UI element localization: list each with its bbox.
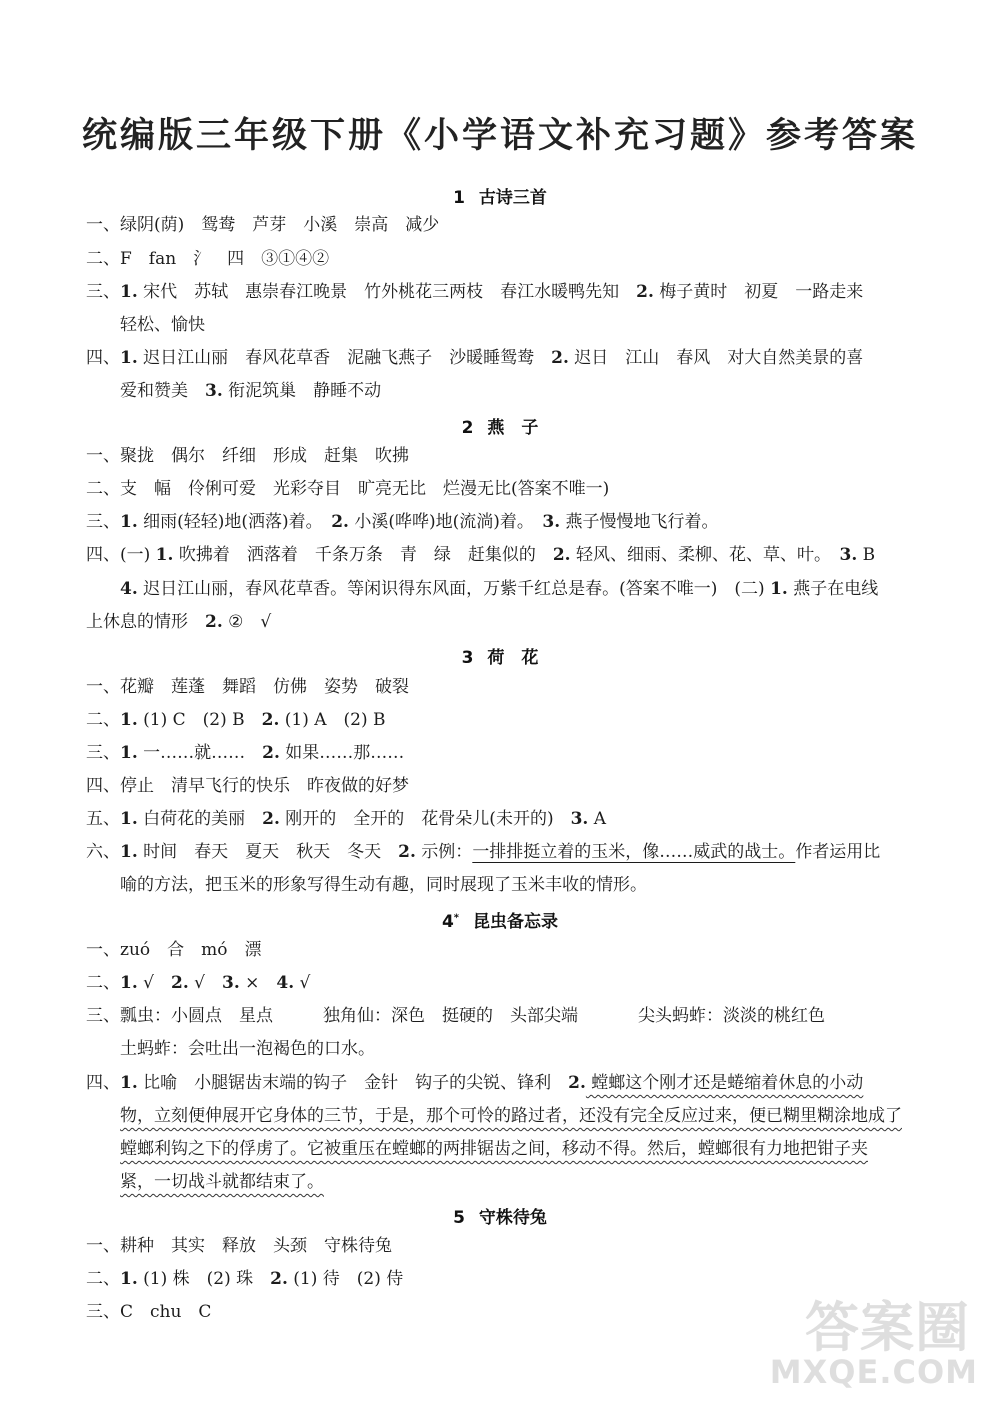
underlined-example: 一排排挺立着的玉米，像……威武的战士。: [472, 842, 796, 862]
section-heading: [0, 183, 1000, 208]
answer-line: 二、1. √ 2. √ 3. × 4. √: [86, 973, 311, 993]
answer-line: 一、耕种 其实 释放 头颈 守株待兔: [86, 1236, 392, 1256]
watermark-url: MXQE.COM: [769, 1353, 978, 1391]
section-number: 1: [453, 188, 465, 208]
section-heading: [0, 907, 1000, 932]
answer-line: 一、花瓣 莲蓬 舞蹈 仿佛 姿势 破裂: [86, 677, 409, 697]
answer-line: 三、1. 一……就…… 2. 如果……那……: [86, 743, 405, 763]
wavy-underlined-passage: 螳螂这个刚才还是蜷缩着休息的小动: [585, 1073, 864, 1093]
section-heading: [0, 413, 1000, 438]
watermark-logo: [769, 1281, 978, 1391]
section-heading: [0, 1203, 1000, 1228]
answer-line: 五、1. 白荷花的美丽 2. 刚开的 全开的 花骨朵儿(未开的) 3. A: [86, 809, 607, 829]
answer-line: 四、1. 迟日江山丽 春风花草香 泥融飞燕子 沙暖睡鸳鸯 2. 迟日 江山 春风 对大自然美景的喜: [86, 348, 864, 368]
section-number: 2: [461, 418, 474, 438]
answer-line: 喻的方法，把玉米的形象写得生动有趣，同时展现了玉米丰收的情形。: [120, 875, 647, 895]
section-number: 3: [461, 648, 474, 668]
answer-line: 轻松、愉快: [120, 315, 205, 335]
answer-line: 三、瓢虫：小圆点 星点 独角仙：深色 挺硬的 头部尖端 尖头蚂蚱：淡淡的桃红色: [86, 1006, 825, 1026]
section-heading: [0, 643, 1000, 668]
section-name: 荷 花: [487, 648, 539, 668]
answer-line: 土蚂蚱：会吐出一泡褐色的口水。: [120, 1039, 375, 1059]
answer-line: 二、F fan 氵 四 ③①④②: [86, 249, 330, 269]
answer-line: 物，立刻便伸展开它身体的三节，于是，那个可怜的路过者，还没有完全反应过来，便已糊里糊涂地成了: [120, 1106, 902, 1126]
section-name: 古诗三首: [478, 188, 547, 208]
section-name: 守株待兔: [478, 1208, 547, 1228]
section-name: 燕 子: [487, 418, 539, 438]
section-number: 5: [453, 1208, 465, 1228]
answer-line: 一、zuó 合 mó 漂: [86, 940, 262, 960]
section-name: 昆虫备忘录: [473, 912, 559, 932]
answer-line: 紧，一切战斗就都结束了。: [120, 1172, 324, 1192]
answer-line: 一、绿阴(荫) 鸳鸯 芦芽 小溪 崇高 减少: [86, 215, 440, 235]
answer-line: 三、1. 宋代 苏轼 惠崇春江晚景 竹外桃花三两枝 春江水暖鸭先知 2. 梅子黄时 初夏 一路走来: [86, 282, 864, 302]
page-title: 统编版三年级下册《小学语文补充习题》参考答案: [81, 115, 918, 156]
answer-line: 4. 迟日江山丽，春风花草香。等闲识得东风面，万紫千红总是春。(答案不唯一) (二) 1. 燕子在电线: [120, 579, 879, 599]
answer-line: 六、1. 时间 春天 夏天 秋天 冬天 2. 示例：一排排挺立着的玉米，像……威武的战士。作者运用比: [86, 842, 881, 862]
answer-line: 二、1. (1) 株 (2) 珠 2. (1) 待 (2) 侍: [86, 1269, 404, 1289]
watermark-text: 答案圈: [805, 1296, 970, 1359]
answer-line: 三、1. 细雨(轻轻)地(洒落)着。 2. 小溪(哗哗)地(流淌)着。 3. 燕子慢慢地飞行着。: [86, 512, 719, 532]
section-number: 4*: [441, 912, 460, 932]
answer-line: 上休息的情形 2. ② √: [86, 612, 272, 632]
answer-line: 二、支 幅 伶俐可爱 光彩夺目 旷亮无比 烂漫无比(答案不唯一): [86, 479, 610, 499]
answer-line: 四、停止 清早飞行的快乐 昨夜做的好梦: [86, 776, 409, 796]
answer-line: 爱和赞美 3. 衔泥筑巢 静睡不动: [120, 381, 382, 401]
answer-line: 一、聚拢 偶尔 纤细 形成 赶集 吹拂: [86, 446, 409, 466]
answer-line: 三、C chu C: [86, 1302, 212, 1322]
answer-line: 四、(一) 1. 吹拂着 洒落着 千条万条 青 绿 赶集似的 2. 轻风、细雨、柔柳、花、草、叶。 3. B: [86, 545, 876, 565]
answer-line: 螳螂利钩之下的俘虏了。它被重压在螳螂的两排锯齿之间，移动不得。然后，螳螂很有力地把钳子夹: [120, 1139, 868, 1159]
answer-line: 四、1. 比喻 小腿锯齿末端的钩子 金针 钩子的尖锐、锋利 2. 螳螂这个刚才还是蜷缩着休息的小动: [86, 1073, 864, 1093]
answer-line: 二、1. (1) C (2) B 2. (1) A (2) B: [86, 710, 386, 730]
